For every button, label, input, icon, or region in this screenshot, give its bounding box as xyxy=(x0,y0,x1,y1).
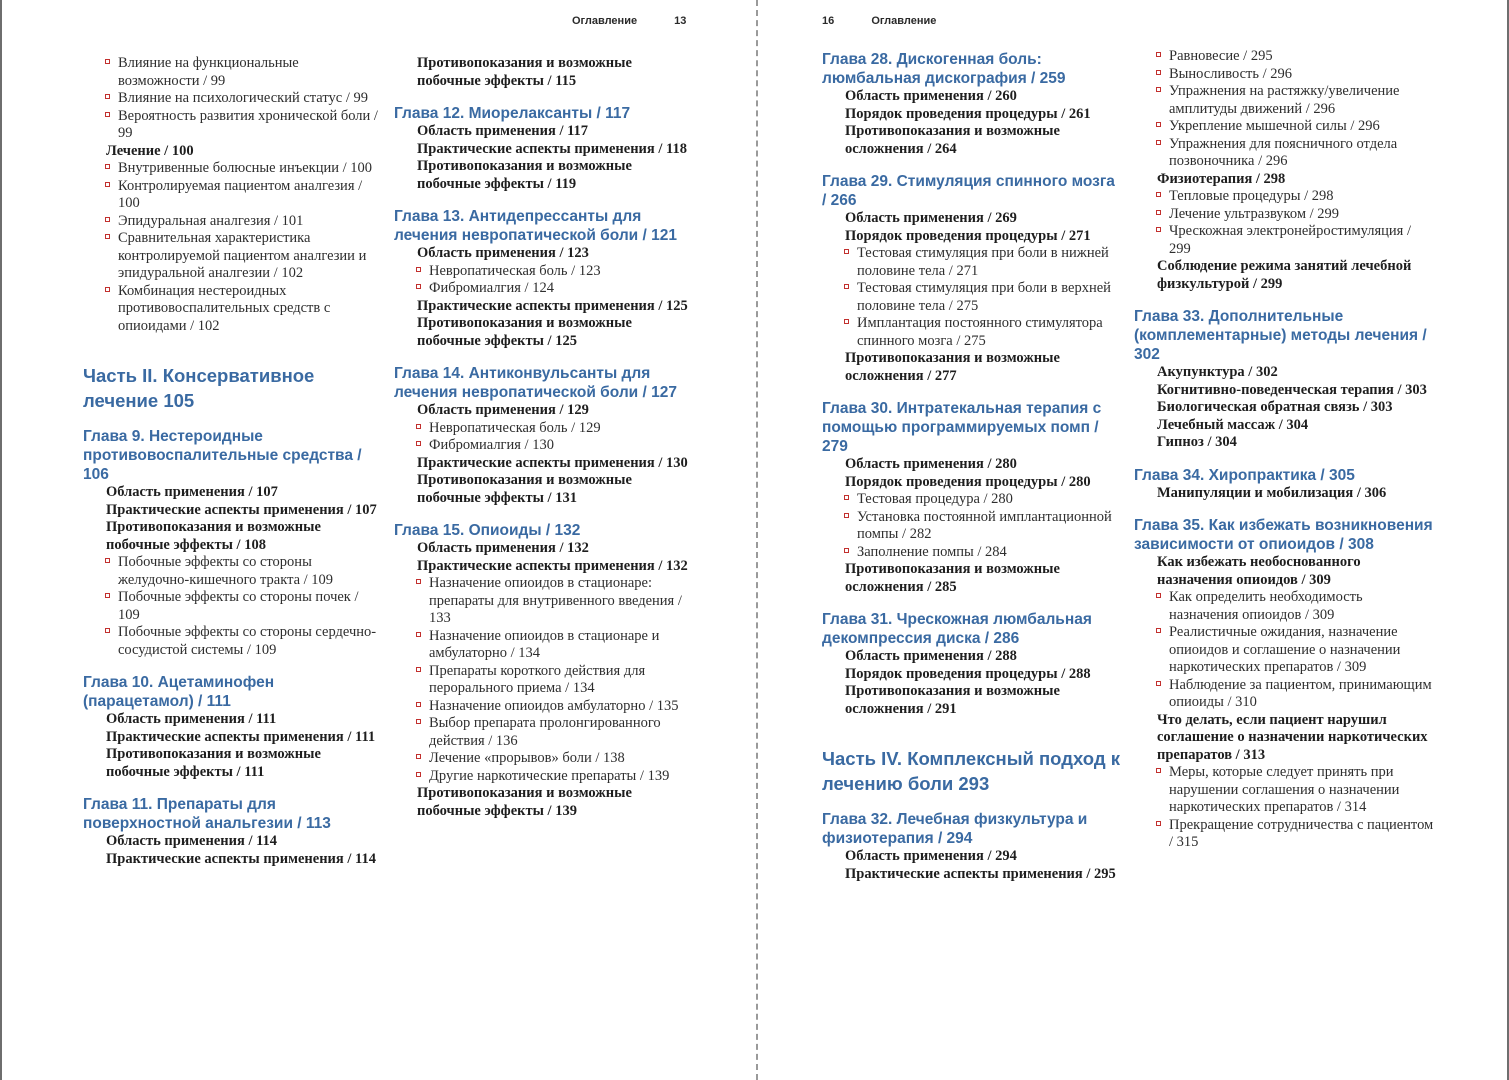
toc-part-entry: Часть II. Консервативное лечение 105 xyxy=(83,365,315,411)
toc-section-entry: Противопоказания и возможные побочные эффекты / 139 xyxy=(417,785,632,819)
toc-section-entry: Область применения / 280 xyxy=(845,456,1017,472)
page-number: 16 xyxy=(822,15,835,27)
toc-sub-entry: Прекращение сотрудничества с пациентом / 315 xyxy=(1134,817,1434,852)
toc-column-right-1 xyxy=(822,50,1122,883)
toc-sub-entry: Побочные эффекты со стороны почек / 109 xyxy=(83,589,383,624)
toc-chapter-entry: Глава 9. Нестероидные противовоспалительные средства / 106 xyxy=(83,428,362,483)
toc-section-entry: Практические аспекты применения / 130 xyxy=(417,454,688,471)
toc-section-entry: Лечебный массаж / 304 xyxy=(1157,416,1309,433)
toc-sub-entry: Вероятность развития хронической боли / 99 xyxy=(83,108,383,143)
toc-section-entry: Акупунктура / 302 xyxy=(1157,364,1278,380)
toc-section-entry: Физиотерапия / 298 xyxy=(1157,170,1286,187)
toc-sub-entry: Назначение опиоидов в стационаре и амбулаторно / 134 xyxy=(394,628,694,663)
toc-column-left-2 xyxy=(394,55,694,820)
toc-sub-entry: Внутривенные болюсные инъекции / 100 xyxy=(83,160,383,178)
toc-chapter-entry: Глава 12. Миорелаксанты / 117 xyxy=(394,105,631,122)
toc-section-entry: Практические аспекты применения / 295 xyxy=(845,865,1116,882)
toc-section-entry: Область применения / 129 xyxy=(417,402,589,418)
toc-sub-entry: Равновесие / 295 xyxy=(1134,48,1434,66)
toc-section-entry: Противопоказания и возможные побочные эффекты / 115 xyxy=(417,55,632,89)
toc-chapter-entry: Глава 34. Хиропрактика / 305 xyxy=(1134,466,1355,484)
toc-sub-entry: Побочные эффекты со стороны сердечно-сосудистой системы / 109 xyxy=(83,624,383,659)
toc-sub-entry: Упражнения на растяжку/увеличение амплитуды движений / 296 xyxy=(1134,83,1434,118)
toc-chapter-entry: Глава 15. Опиоиды / 132 xyxy=(394,522,581,539)
toc-section-entry: Противопоказания и возможные осложнения / 285 xyxy=(845,561,1060,595)
toc-sub-entry: Невропатическая боль / 129 xyxy=(394,420,694,438)
toc-sub-entry: Сравнительная характеристика контролируемой пациентом аналгезии и эпидуральной аналгезии / 102 xyxy=(83,230,383,283)
page-number: 13 xyxy=(674,15,687,27)
toc-chapter-entry: Глава 30. Интратекальная терапия с помощью программируемых помп / 279 xyxy=(822,400,1102,455)
toc-sub-entry: Влияние на психологический статус / 99 xyxy=(83,90,383,108)
toc-section-entry: Область применения / 123 xyxy=(417,245,589,261)
toc-sub-entry: Имплантация постоянного стимулятора спинного мозга / 275 xyxy=(822,315,1122,350)
toc-section-entry: Противопоказания и возможные осложнения / 291 xyxy=(845,683,1060,717)
toc-section-entry: Лечение / 100 xyxy=(106,142,194,159)
toc-section-entry: Область применения / 117 xyxy=(417,123,589,139)
toc-sub-entry: Выбор препарата пролонгированного действия / 136 xyxy=(394,715,694,750)
toc-sub-entry: Назначение опиоидов амбулаторно / 135 xyxy=(394,698,694,716)
toc-section-entry: Практические аспекты применения / 114 xyxy=(106,850,376,867)
toc-sub-entry: Другие наркотические препараты / 139 xyxy=(394,768,694,786)
toc-part-entry: Часть IV. Комплексный подход к лечению боли 293 xyxy=(822,748,1121,794)
toc-section-entry: Порядок проведения процедуры / 271 xyxy=(845,227,1091,244)
toc-chapter-entry: Глава 29. Стимуляция спинного мозга / 266 xyxy=(822,173,1115,209)
toc-section-entry: Порядок проведения процедуры / 280 xyxy=(845,473,1091,490)
toc-chapter-entry: Глава 10. Ацетаминофен (парацетамол) / 111 xyxy=(83,674,275,710)
toc-sub-entry: Меры, которые следует принять при нарушении соглашения о назначении наркотических препаратов / 314 xyxy=(1134,764,1434,817)
toc-sub-entry: Реалистичные ожидания, назначение опиоидов и соглашение о назначении наркотических препаратов / 309 xyxy=(1134,624,1434,677)
page-gutter xyxy=(756,0,758,1080)
toc-sub-entry: Тестовая стимуляция при боли в верхней половине тела / 275 xyxy=(822,280,1122,315)
toc-chapter-entry: Глава 35. Как избежать возникновения зависимости от опиоидов / 308 xyxy=(1134,517,1433,553)
toc-section-entry: Противопоказания и возможные побочные эффекты / 111 xyxy=(106,746,321,780)
toc-chapter-entry: Глава 28. Дискогенная боль: люмбальная дискография / 259 xyxy=(822,51,1066,87)
toc-sub-entry: Контролируемая пациентом аналгезия / 100 xyxy=(83,178,383,213)
toc-sub-entry: Назначение опиоидов в стационаре: препараты для внутривенного введения / 133 xyxy=(394,575,694,628)
toc-sub-entry: Тепловые процедуры / 298 xyxy=(1134,188,1434,206)
toc-section-entry: Когнитивно-поведенческая терапия / 303 xyxy=(1157,381,1427,398)
toc-sub-entry: Как определить необходимость назначения опиоидов / 309 xyxy=(1134,589,1434,624)
toc-sub-entry: Лечение «прорывов» боли / 138 xyxy=(394,750,694,768)
toc-section-entry: Порядок проведения процедуры / 261 xyxy=(845,105,1091,122)
toc-sub-entry: Лечение ультразвуком / 299 xyxy=(1134,206,1434,224)
toc-section-entry: Практические аспекты применения / 107 xyxy=(106,501,377,518)
toc-sub-entry: Влияние на функциональные возможности / 99 xyxy=(83,55,383,90)
toc-sub-entry: Укрепление мышечной силы / 296 xyxy=(1134,118,1434,136)
toc-chapter-entry: Глава 31. Чрескожная люмбальная декомпрессия диска / 286 xyxy=(822,611,1092,647)
toc-sub-entry: Побочные эффекты со стороны желудочно-кишечного тракта / 109 xyxy=(83,554,383,589)
toc-sub-entry: Установка постоянной имплантационной помпы / 282 xyxy=(822,509,1122,544)
running-head-title: Оглавление xyxy=(572,15,638,27)
right-running-head xyxy=(822,15,936,27)
toc-chapter-entry: Глава 33. Дополнительные (комплементарные) методы лечения / 302 xyxy=(1134,308,1427,363)
toc-section-entry: Область применения / 269 xyxy=(845,210,1017,226)
toc-sub-entry: Фибромиалгия / 130 xyxy=(394,437,694,455)
toc-section-entry: Практические аспекты применения / 125 xyxy=(417,297,688,314)
page-edge-left xyxy=(0,0,2,1080)
toc-section-entry: Практические аспекты применения / 111 xyxy=(106,728,376,745)
toc-section-entry: Область применения / 288 xyxy=(845,648,1017,664)
toc-sub-entry: Тестовая стимуляция при боли в нижней половине тела / 271 xyxy=(822,245,1122,280)
toc-section-entry: Противопоказания и возможные осложнения / 277 xyxy=(845,350,1060,384)
toc-column-left-1 xyxy=(83,55,383,868)
toc-section-entry: Область применения / 260 xyxy=(845,88,1017,104)
toc-chapter-entry: Глава 13. Антидепрессанты для лечения невропатической боли / 121 xyxy=(394,208,677,244)
toc-section-entry: Как избежать необоснованного назначения опиоидов / 309 xyxy=(1157,554,1361,588)
toc-section-entry: Область применения / 114 xyxy=(106,833,278,849)
toc-section-entry: Практические аспекты применения / 118 xyxy=(417,140,687,157)
toc-sub-entry: Препараты короткого действия для перорального приема / 134 xyxy=(394,663,694,698)
toc-column-right-2 xyxy=(1134,48,1434,852)
toc-sub-entry: Невропатическая боль / 123 xyxy=(394,263,694,281)
toc-section-entry: Гипноз / 304 xyxy=(1157,434,1237,450)
toc-chapter-entry: Глава 14. Антиконвульсанты для лечения невропатической боли / 127 xyxy=(394,365,677,401)
toc-section-entry: Порядок проведения процедуры / 288 xyxy=(845,665,1091,682)
toc-sub-entry: Упражнения для поясничного отдела позвоночника / 296 xyxy=(1134,136,1434,171)
toc-chapter-entry: Глава 32. Лечебная физкультура и физиотерапия / 294 xyxy=(822,811,1088,847)
toc-section-entry: Область применения / 111 xyxy=(106,711,277,727)
toc-section-entry: Что делать, если пациент нарушил соглашение о назначении наркотических препаратов / 313 xyxy=(1157,711,1428,763)
toc-section-entry: Манипуляции и мобилизация / 306 xyxy=(1157,484,1387,501)
toc-section-entry: Область применения / 107 xyxy=(106,484,278,500)
toc-sub-entry: Чрескожная электронейростимуляция / 299 xyxy=(1134,223,1434,258)
toc-sub-entry: Заполнение помпы / 284 xyxy=(822,544,1122,562)
toc-section-entry: Область применения / 132 xyxy=(417,540,589,556)
toc-section-entry: Противопоказания и возможные побочные эффекты / 119 xyxy=(417,158,632,192)
toc-section-entry: Практические аспекты применения / 132 xyxy=(417,557,688,574)
toc-section-entry: Противопоказания и возможные побочные эффекты / 125 xyxy=(417,315,632,349)
left-running-head xyxy=(572,15,686,27)
toc-sub-entry: Тестовая процедура / 280 xyxy=(822,491,1122,509)
toc-section-entry: Противопоказания и возможные побочные эффекты / 108 xyxy=(106,519,321,553)
running-head-title: Оглавление xyxy=(871,15,937,27)
toc-sub-entry: Эпидуральная аналгезия / 101 xyxy=(83,213,383,231)
toc-section-entry: Соблюдение режима занятий лечебной физкультурой / 299 xyxy=(1157,258,1412,292)
toc-sub-entry: Комбинация нестероидных противовоспалительных средств с опиоидами / 102 xyxy=(83,283,383,336)
toc-section-entry: Биологическая обратная связь / 303 xyxy=(1157,399,1393,415)
toc-sub-entry: Наблюдение за пациентом, принимающим опиоиды / 310 xyxy=(1134,677,1434,712)
toc-sub-entry: Выносливость / 296 xyxy=(1134,66,1434,84)
toc-sub-entry: Фибромиалгия / 124 xyxy=(394,280,694,298)
toc-chapter-entry: Глава 11. Препараты для поверхностной анальгезии / 113 xyxy=(83,796,331,832)
toc-section-entry: Область применения / 294 xyxy=(845,848,1017,864)
toc-section-entry: Противопоказания и возможные побочные эффекты / 131 xyxy=(417,472,632,506)
toc-section-entry: Противопоказания и возможные осложнения / 264 xyxy=(845,123,1060,157)
